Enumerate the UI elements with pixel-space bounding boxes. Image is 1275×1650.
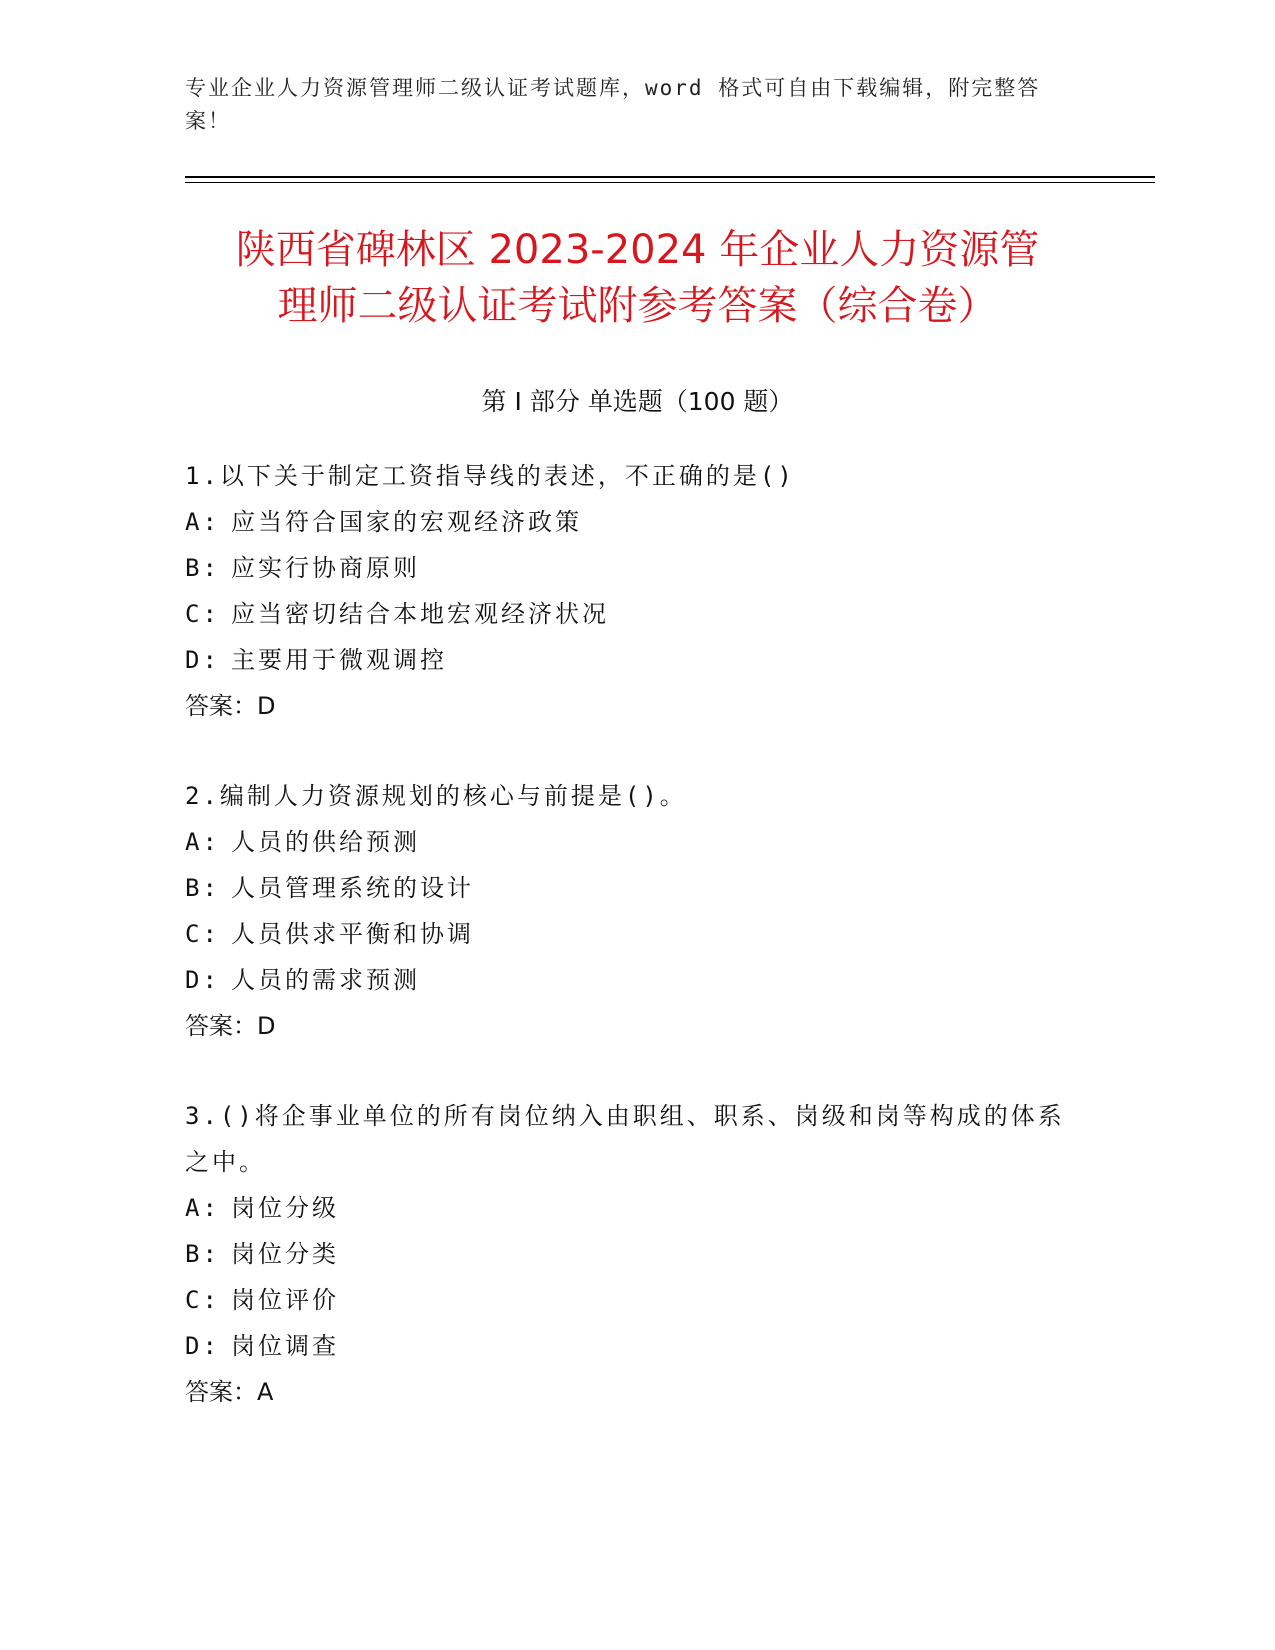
document-title bbox=[185, 222, 1090, 334]
option-text: 主要用于微观调控 bbox=[231, 646, 447, 674]
option-text: 人员管理系统的设计 bbox=[231, 874, 474, 902]
option-text: 岗位分级 bbox=[231, 1194, 339, 1222]
option-letter: B: bbox=[185, 554, 220, 582]
option-a bbox=[185, 819, 1065, 865]
option-letter: D: bbox=[185, 646, 220, 674]
option-d bbox=[185, 1323, 1065, 1369]
question-2 bbox=[185, 773, 1065, 1049]
answer: 答案：A bbox=[185, 1378, 274, 1406]
question-3 bbox=[185, 1093, 1065, 1415]
option-text: 应当密切结合本地宏观经济状况 bbox=[231, 600, 609, 628]
document-title-line-1: 陕西省碑林区 2023-2024 年企业人力资源管 bbox=[235, 227, 1040, 273]
option-a bbox=[185, 1185, 1065, 1231]
option-text: 岗位分类 bbox=[231, 1240, 339, 1268]
option-letter: A: bbox=[185, 828, 220, 856]
option-d bbox=[185, 637, 1065, 683]
option-text: 人员的需求预测 bbox=[231, 966, 420, 994]
option-text: 应当符合国家的宏观经济政策 bbox=[231, 508, 582, 536]
option-letter: B: bbox=[185, 874, 220, 902]
answer: 答案：D bbox=[185, 1012, 276, 1040]
question-1 bbox=[185, 453, 1065, 729]
header-rule-thick bbox=[185, 176, 1155, 178]
question-stem: 3.()将企事业单位的所有岗位纳入由职组、职系、岗级和岗等构成的体系之中。 bbox=[185, 1102, 1065, 1176]
option-letter: C: bbox=[185, 600, 220, 628]
option-text: 岗位调查 bbox=[231, 1332, 339, 1360]
option-c bbox=[185, 591, 1065, 637]
option-letter: A: bbox=[185, 508, 220, 536]
option-text: 岗位评价 bbox=[231, 1286, 339, 1314]
option-letter: C: bbox=[185, 920, 220, 948]
header-rule-thin bbox=[185, 182, 1155, 183]
option-text: 人员供求平衡和协调 bbox=[231, 920, 474, 948]
option-text: 应实行协商原则 bbox=[231, 554, 420, 582]
option-c bbox=[185, 1277, 1065, 1323]
option-b bbox=[185, 545, 1065, 591]
header-note: 专业企业人力资源管理师二级认证考试题库，word 格式可自由下载编辑，附完整答案！ bbox=[185, 76, 1041, 133]
option-letter: D: bbox=[185, 966, 220, 994]
option-b bbox=[185, 1231, 1065, 1277]
option-b bbox=[185, 865, 1065, 911]
option-letter: B: bbox=[185, 1240, 220, 1268]
question-stem: 2.编制人力资源规划的核心与前提是()。 bbox=[185, 782, 687, 810]
option-d bbox=[185, 957, 1065, 1003]
option-c bbox=[185, 911, 1065, 957]
option-letter: A: bbox=[185, 1194, 220, 1222]
option-a bbox=[185, 499, 1065, 545]
option-letter: C: bbox=[185, 1286, 220, 1314]
document-title-line-2: 理师二级认证考试附参考答案（综合卷） bbox=[277, 283, 998, 329]
option-text: 人员的供给预测 bbox=[231, 828, 420, 856]
section-heading: 第 I 部分 单选题（100 题） bbox=[481, 387, 794, 416]
option-letter: D: bbox=[185, 1332, 220, 1360]
answer: 答案：D bbox=[185, 692, 276, 720]
question-stem: 1.以下关于制定工资指导线的表述，不正确的是() bbox=[185, 462, 795, 490]
